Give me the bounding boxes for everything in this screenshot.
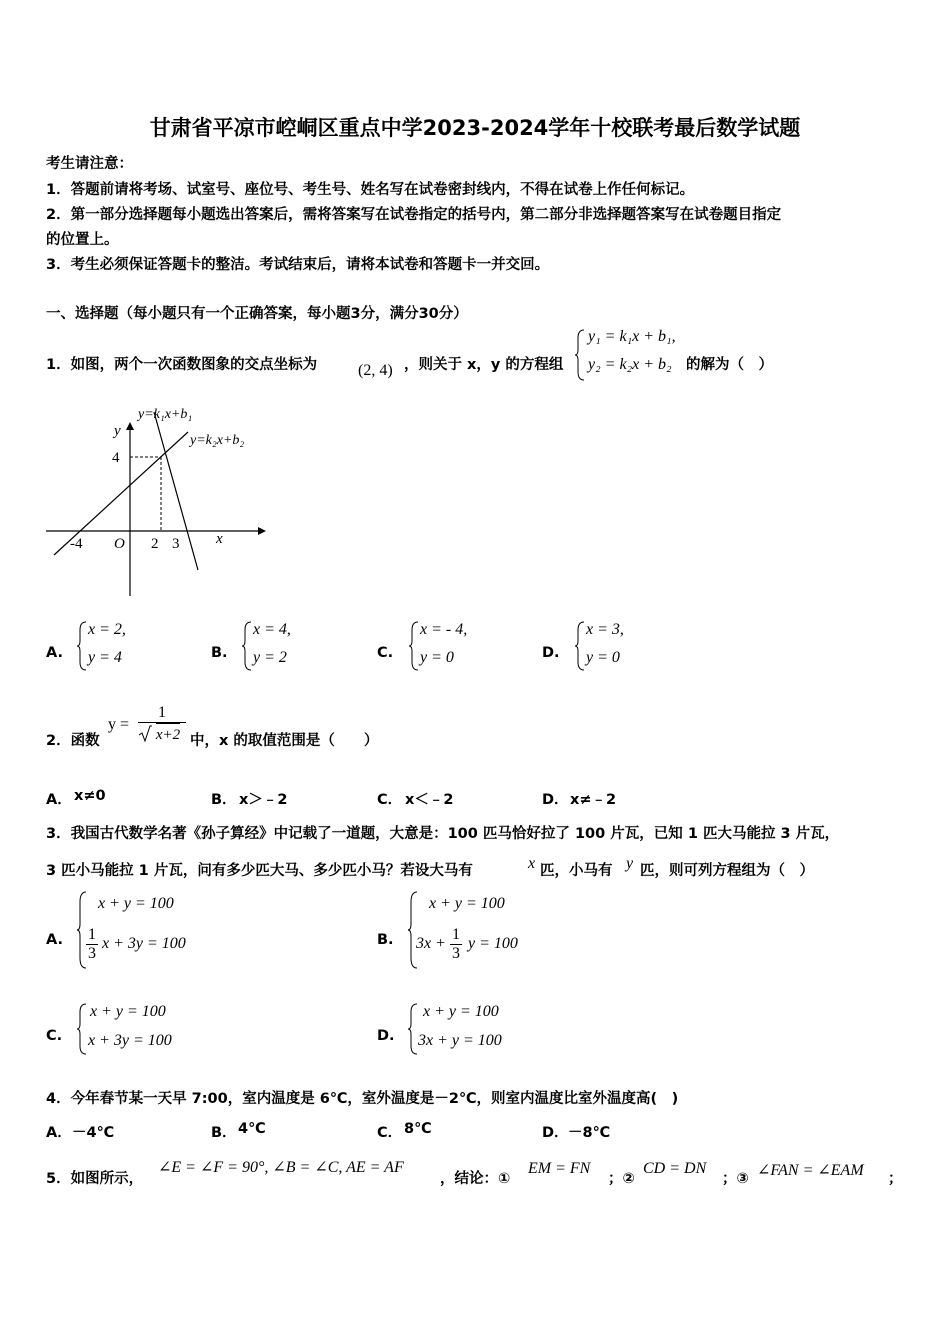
tick-neg4: -4 xyxy=(70,536,83,552)
q4-text: 4．今年春节某一天早 7:00，室内温度是 6℃，室外温度是－2℃，则室内温度比室外温度高( ) xyxy=(46,1091,679,1107)
q5-text-a: 5．如图所示， xyxy=(46,1171,144,1187)
line2-label: y=k₂x+b₂ xyxy=(190,433,245,448)
q2-text-a: 2．函数 xyxy=(46,733,100,749)
q1-graph xyxy=(40,400,270,600)
option-eq1: x + y = 100 xyxy=(423,1003,499,1020)
option-label: C． xyxy=(377,792,403,808)
option-text: －8℃ xyxy=(568,1125,611,1141)
q2-denominator: x+2 xyxy=(156,723,180,746)
option-text: x＜﹣2 xyxy=(405,792,454,808)
option-label: A． xyxy=(46,1125,72,1141)
option-label: A． xyxy=(46,792,72,808)
option-label: C. xyxy=(46,1028,63,1044)
page-title: 甘肃省平凉市崆峒区重点中学2023-2024学年十校联考最后数学试题 xyxy=(149,116,801,140)
option-label: D． xyxy=(542,1125,569,1141)
brace-icon xyxy=(407,890,419,970)
option-eq2: x + 3y = 100 xyxy=(88,1032,172,1049)
y-axis-arrow-icon xyxy=(126,422,134,430)
option-eq2: y = 0 xyxy=(586,649,620,666)
option-eq2: 3x + y = 100 xyxy=(418,1032,502,1049)
option-eq2: x + 3y = 100 xyxy=(102,935,186,952)
notice-item-1: 1．答题前请将考场、试室号、座位号、考生号、姓名写在试卷密封线内，不得在试卷上作任何标记。 xyxy=(46,182,695,198)
tick-4: 4 xyxy=(112,450,120,466)
section-heading: 一、选择题（每小题只有一个正确答案，每小题3分，满分30分） xyxy=(46,306,468,322)
brace-icon xyxy=(76,620,88,672)
notice-item-2: 2．第一部分选择题每小题选出答案后，需将答案写在试卷指定的括号内，第二部分非选择题答案写在试卷题目指定 xyxy=(46,207,782,223)
brace-icon xyxy=(241,620,253,672)
option-eq1: x + y = 100 xyxy=(429,895,505,912)
option-eq1: x = - 4, xyxy=(420,621,468,638)
tick-3: 3 xyxy=(172,536,180,552)
option-eq1: x = 2, xyxy=(88,621,126,638)
y-axis-label: y xyxy=(114,423,121,439)
q1-eq2: y₂ = k₂x + b₂ xyxy=(588,356,672,373)
option-label: B． xyxy=(211,792,237,808)
notice-heading: 考生请注意： xyxy=(46,156,133,172)
notice-item-2-cont: 的位置上。 xyxy=(46,232,119,248)
option-eq1: x + y = 100 xyxy=(90,1003,166,1020)
option-eq2: y = 4 xyxy=(88,649,122,666)
notice-item-3: 3．考生必须保证答题卡的整洁。考试结束后，请将本试卷和答题卡一并交回。 xyxy=(46,257,550,273)
option-fraction: $\frac{1}{3}$ xyxy=(452,926,460,962)
option-fraction: $\frac{1}{3}$ xyxy=(88,926,96,962)
option-label: B. xyxy=(377,932,394,948)
option-text: x＞﹣2 xyxy=(239,792,288,808)
q5-text-c: ；② xyxy=(608,1171,635,1187)
q2-fraction xyxy=(138,704,186,746)
q1-text-c: 的解为（ ） xyxy=(686,357,773,373)
sqrt-icon xyxy=(138,725,152,743)
q1-eq1: y₁ = k₁x + b₁, xyxy=(588,328,676,345)
option-label: C. xyxy=(377,645,394,661)
q2-func-lhs: y = xyxy=(108,716,130,733)
brace-icon xyxy=(574,620,586,672)
option-eq1: x = 3, xyxy=(586,621,624,638)
option-eq2-pre: 3x + xyxy=(416,935,446,952)
q3-var-x: x xyxy=(528,855,536,872)
option-label: C． xyxy=(377,1125,403,1141)
q1-text-b: ，则关于 x，y 的方程组 xyxy=(404,357,564,373)
q5-conclusion-3: ∠FAN = ∠EAM xyxy=(757,1162,864,1179)
q1-text-a: 1．如图，两个一次函数图象的交点坐标为 xyxy=(46,357,318,373)
option-label: A. xyxy=(46,645,63,661)
origin-label: O xyxy=(114,536,125,552)
option-label: D． xyxy=(542,792,569,808)
x-axis-arrow-icon xyxy=(258,527,266,535)
brace-icon xyxy=(76,1002,88,1056)
x-axis-label: x xyxy=(216,531,223,547)
option-eq2-post: y = 100 xyxy=(468,935,518,952)
option-eq2: y = 0 xyxy=(420,649,454,666)
option-eq2: y = 2 xyxy=(253,649,287,666)
q3-line2c: 匹，则可列方程组为（ ） xyxy=(640,863,814,879)
q2-numerator: 1 xyxy=(138,704,186,723)
option-label: D. xyxy=(542,645,560,661)
line1-label: y=k₁x+b₁ xyxy=(138,407,193,422)
option-text: 4℃ xyxy=(238,1121,266,1137)
brace-icon xyxy=(408,620,420,672)
option-label: D. xyxy=(377,1028,395,1044)
option-label: A. xyxy=(46,932,63,948)
option-eq1: x = 4, xyxy=(253,621,291,638)
q3-line2a: 3 匹小马能拉 1 片瓦，问有多少匹大马、多少匹小马？若设大马有 xyxy=(46,863,473,879)
q1-system-brace xyxy=(574,328,586,382)
q2-text-b: 中，x 的取值范围是（ ） xyxy=(190,733,379,749)
q5-text-d: ；③ xyxy=(722,1171,749,1187)
q5-text-e: ； xyxy=(888,1171,903,1187)
option-label: B． xyxy=(211,1125,237,1141)
q5-text-b: ，结论：① xyxy=(440,1171,511,1187)
option-label: B. xyxy=(211,645,228,661)
option-text: 8℃ xyxy=(404,1121,432,1137)
q5-condition: ∠E = ∠F = 90°, ∠B = ∠C, AE = AF xyxy=(158,1159,404,1176)
option-text: x≠﹣2 xyxy=(570,792,617,808)
q5-conclusion-2: CD = DN xyxy=(643,1160,707,1177)
tick-2: 2 xyxy=(151,536,159,552)
option-eq1: x + y = 100 xyxy=(98,895,174,912)
option-text: －4℃ xyxy=(72,1125,115,1141)
q5-conclusion-1: EM = FN xyxy=(528,1160,591,1177)
q3-var-y: y xyxy=(626,855,634,872)
q1-point: (2, 4) xyxy=(358,362,393,379)
option-text: x≠0 xyxy=(74,788,106,804)
q3-line2b: 匹，小马有 xyxy=(540,863,613,879)
q3-line1: 3．我国古代数学名著《孙子算经》中记载了一道题，大意是：100 匹马恰好拉了 100 片瓦，已知 1 匹大马能拉 3 片瓦， xyxy=(46,826,840,842)
